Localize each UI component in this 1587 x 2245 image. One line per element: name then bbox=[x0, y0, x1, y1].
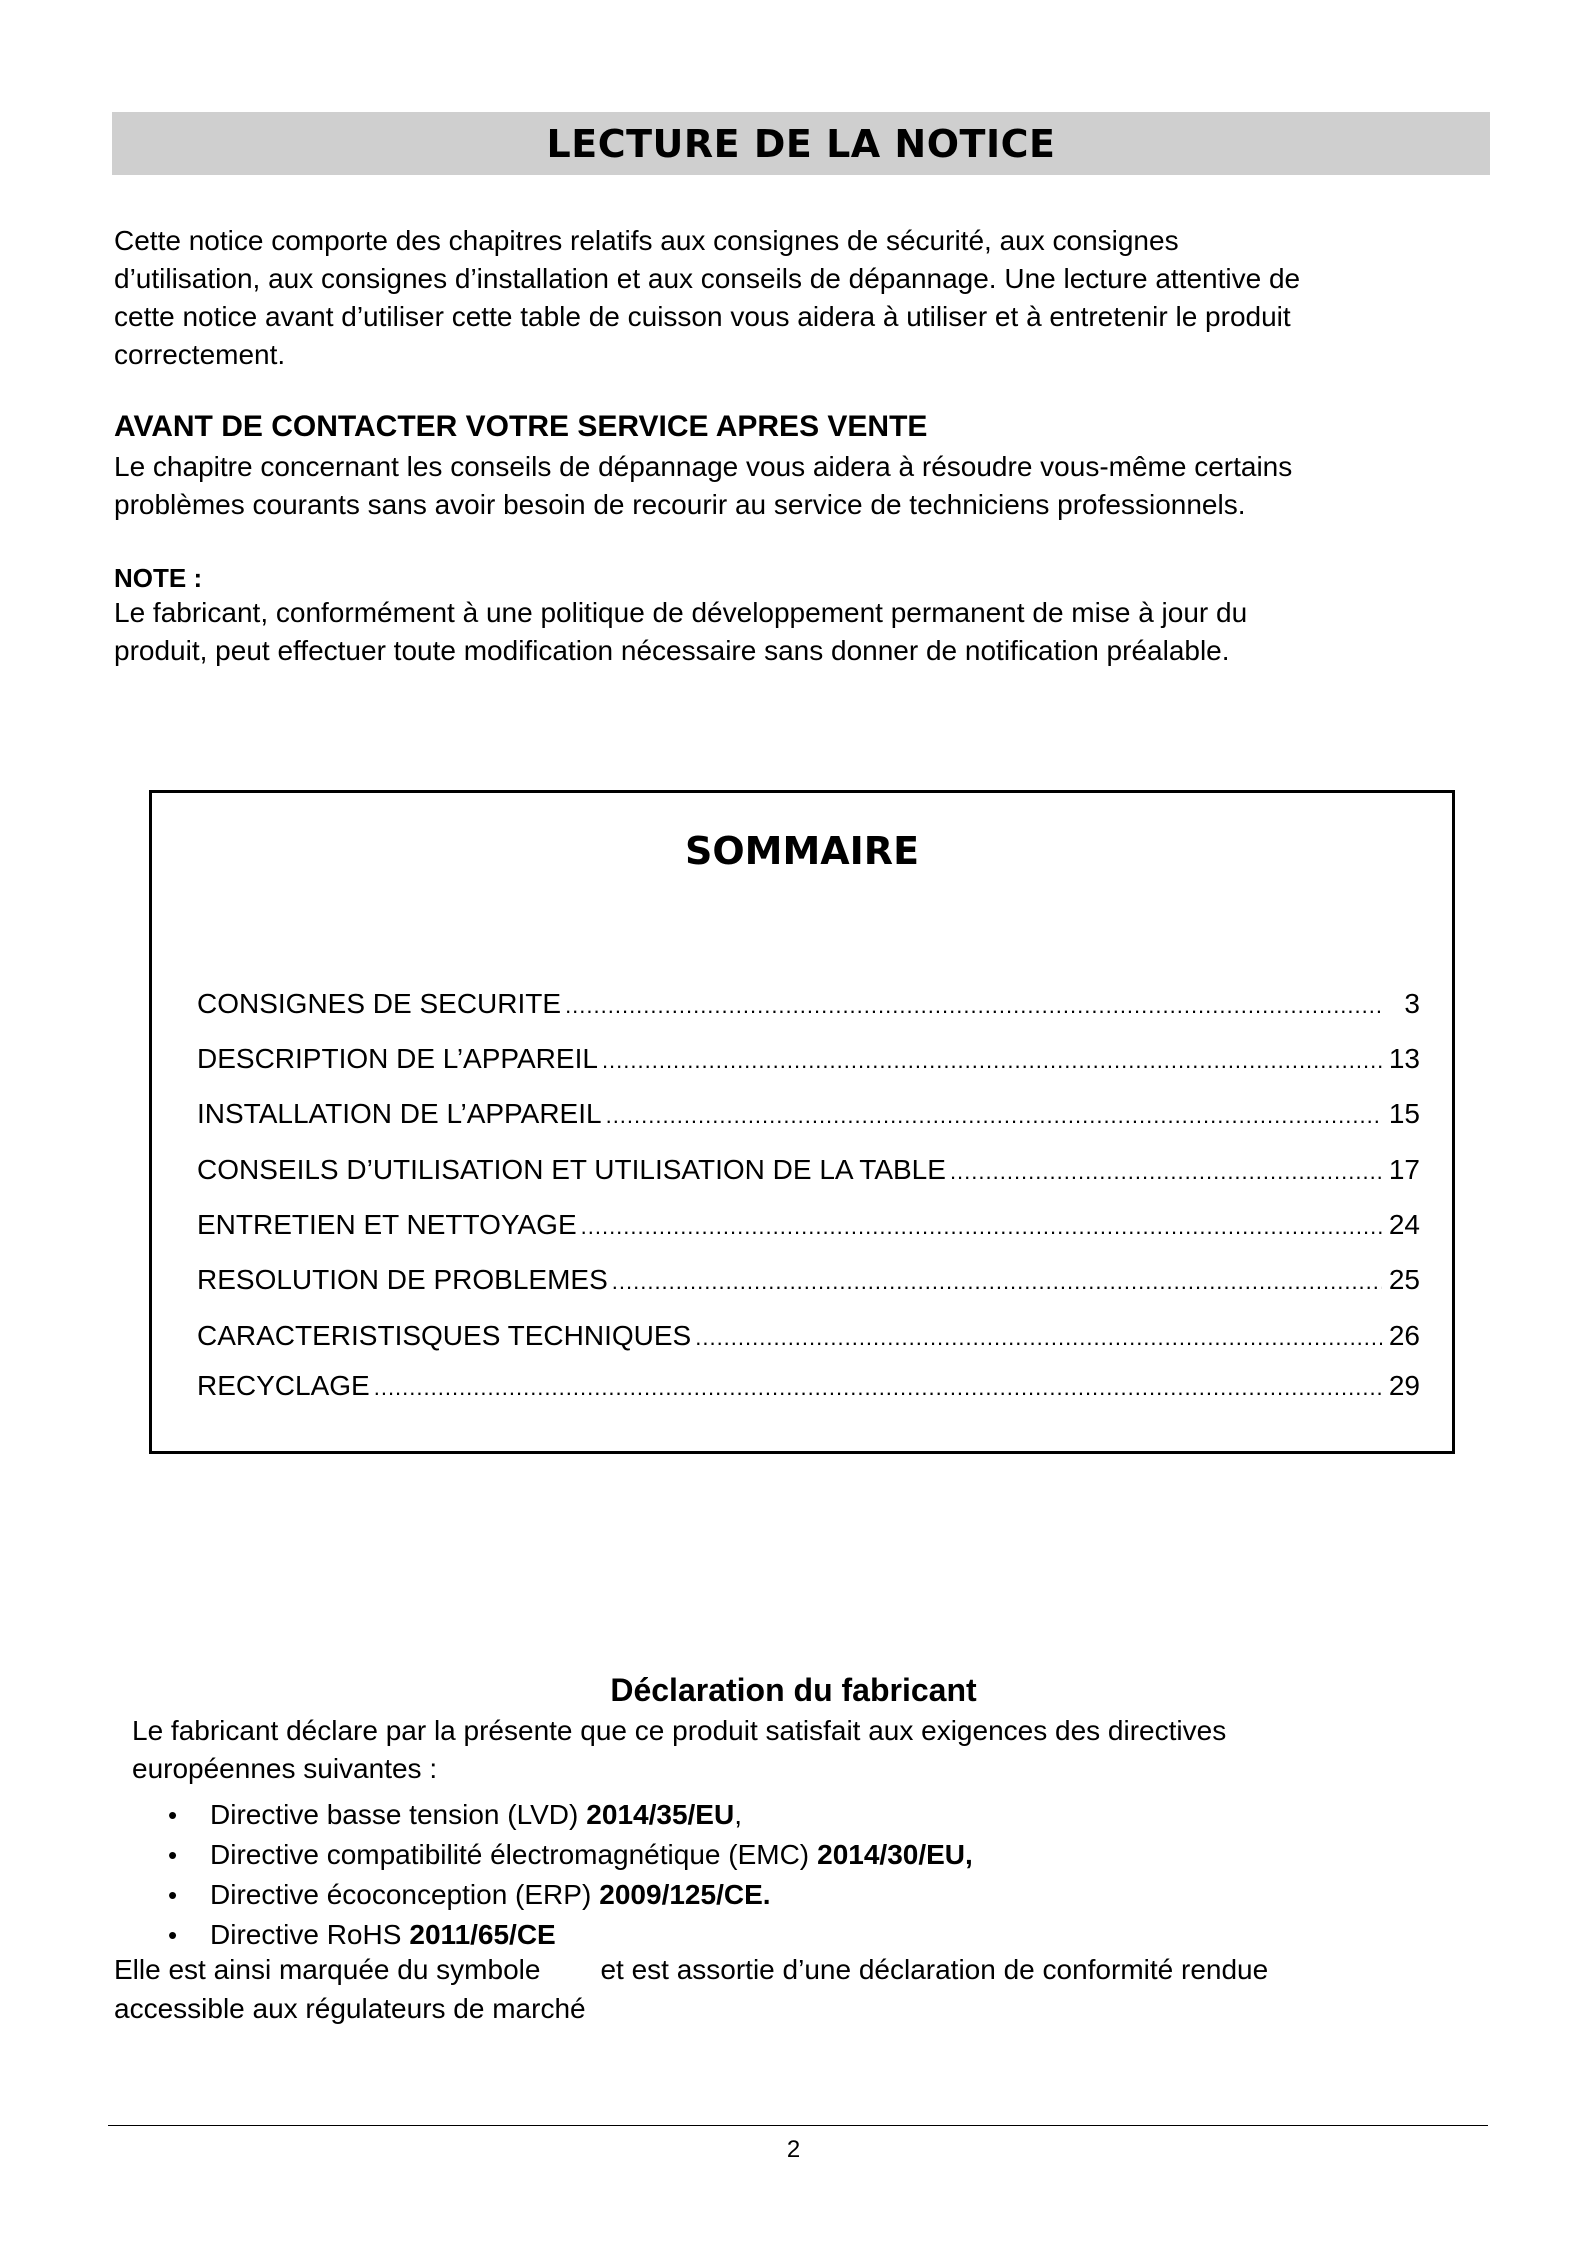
page-number: 2 bbox=[786, 2136, 801, 2163]
toc-leader-dots bbox=[606, 1103, 1382, 1129]
toc-entry-page: 17 bbox=[1388, 1154, 1420, 1185]
toc-entry-label: CONSIGNES DE SECURITE bbox=[197, 988, 562, 1019]
declaration-line: Le fabricant déclare par la présente que ce produit satisfait aux exigences des directives bbox=[132, 1715, 1227, 1746]
sav-line: Le chapitre concernant les conseils de dépannage vous aidera à résoudre vous-même certains bbox=[114, 451, 1293, 482]
declaration-title: Déclaration du fabricant bbox=[610, 1672, 977, 1708]
toc-entry-page: 25 bbox=[1388, 1264, 1420, 1295]
toc-entry-page: 3 bbox=[1404, 988, 1420, 1019]
toc-title: SOMMAIRE bbox=[684, 829, 920, 873]
toc-entry-page: 13 bbox=[1388, 1043, 1420, 1074]
toc-leader-dots bbox=[602, 1048, 1382, 1074]
table-of-contents bbox=[149, 790, 1455, 1454]
toc-entry-label: ENTRETIEN ET NETTOYAGE bbox=[197, 1209, 577, 1240]
closing-line2: accessible aux régulateurs de marché bbox=[114, 1993, 586, 2024]
toc-entry-label: RECYCLAGE bbox=[197, 1370, 370, 1401]
toc-entry-page: 15 bbox=[1388, 1098, 1420, 1129]
toc-entry[interactable] bbox=[197, 1264, 1420, 1304]
toc-leader-dots bbox=[612, 1269, 1382, 1295]
declaration-closing bbox=[114, 1950, 1268, 2028]
closing-part1: Elle est ainsi marquée du symbole bbox=[114, 1954, 541, 1985]
bullet-icon: • bbox=[168, 1840, 178, 1870]
intro-line: d’utilisation, aux consignes d’installation et aux conseils de dépannage. Une lecture attentive de bbox=[114, 263, 1301, 294]
toc-leader-dots bbox=[565, 993, 1382, 1019]
toc-entry[interactable] bbox=[197, 1209, 1420, 1249]
toc-entry-label: INSTALLATION DE L’APPAREIL bbox=[197, 1098, 602, 1129]
toc-entry-label: DESCRIPTION DE L’APPAREIL bbox=[197, 1043, 598, 1074]
closing-part2: et est assortie d’une déclaration de conformité rendue bbox=[600, 1954, 1269, 1985]
directive-item bbox=[168, 1835, 973, 1875]
toc-entry[interactable] bbox=[197, 988, 1420, 1028]
note-line: produit, peut effectuer toute modification nécessaire sans donner de notification préalable. bbox=[114, 635, 1230, 666]
directive-text: Directive compatibilité électromagnétique (EMC) bbox=[210, 1839, 810, 1870]
toc-entry[interactable] bbox=[197, 1043, 1420, 1083]
directive-item bbox=[168, 1915, 973, 1955]
toc-entry[interactable] bbox=[197, 1320, 1420, 1360]
toc-entry-label: CONSEILS D’UTILISATION ET UTILISATION DE LA TABLE bbox=[197, 1154, 946, 1185]
directive-item bbox=[168, 1875, 973, 1915]
note-paragraph bbox=[114, 594, 1494, 670]
directive-ref: 2011/65/CE bbox=[409, 1919, 556, 1950]
bullet-icon: • bbox=[168, 1880, 178, 1910]
intro-line: Cette notice comporte des chapitres relatifs aux consignes de sécurité, aux consignes bbox=[114, 225, 1179, 256]
directive-text: Directive basse tension (LVD) bbox=[210, 1799, 579, 1830]
title-banner bbox=[112, 112, 1490, 175]
directive-list bbox=[168, 1795, 973, 1955]
directive-ref: 2009/125/CE. bbox=[599, 1879, 771, 1910]
footer-divider bbox=[108, 2125, 1488, 2126]
toc-entry-page: 24 bbox=[1388, 1209, 1420, 1240]
toc-entry-label: RESOLUTION DE PROBLEMES bbox=[197, 1264, 608, 1295]
sav-heading: AVANT DE CONTACTER VOTRE SERVICE APRES VENTE bbox=[114, 410, 928, 443]
bullet-icon: • bbox=[168, 1800, 178, 1830]
toc-leader-dots bbox=[695, 1325, 1382, 1351]
toc-entry-page: 26 bbox=[1388, 1320, 1420, 1351]
directive-ref: 2014/35/EU bbox=[586, 1799, 735, 1830]
declaration-line: européennes suivantes : bbox=[132, 1753, 438, 1784]
toc-entry-page: 29 bbox=[1388, 1370, 1420, 1401]
directive-text: Directive écoconception (ERP) bbox=[210, 1879, 592, 1910]
intro-line: cette notice avant d’utiliser cette table de cuisson vous aidera à utiliser et à entretenir le produit bbox=[114, 301, 1291, 332]
declaration-paragraph bbox=[132, 1712, 1472, 1788]
page-title: LECTURE DE LA NOTICE bbox=[546, 121, 1056, 166]
toc-entry[interactable] bbox=[197, 1370, 1420, 1410]
toc-entry-label: CARACTERISTISQUES TECHNIQUES bbox=[197, 1320, 692, 1351]
note-line: Le fabricant, conformément à une politique de développement permanent de mise à jour du bbox=[114, 597, 1248, 628]
toc-leader-dots bbox=[950, 1159, 1382, 1185]
sav-paragraph bbox=[114, 448, 1494, 524]
sav-line: problèmes courants sans avoir besoin de recourir au service de techniciens professionnels. bbox=[114, 489, 1246, 520]
intro-paragraph bbox=[114, 222, 1494, 374]
intro-line: correctement. bbox=[114, 339, 286, 370]
bullet-icon: • bbox=[168, 1920, 178, 1950]
directive-item bbox=[168, 1795, 973, 1835]
toc-leader-dots bbox=[581, 1214, 1382, 1240]
toc-entry[interactable] bbox=[197, 1154, 1420, 1194]
directive-text: Directive RoHS bbox=[210, 1919, 402, 1950]
toc-leader-dots bbox=[374, 1375, 1382, 1401]
directive-ref: 2014/30/EU, bbox=[817, 1839, 973, 1870]
note-label: NOTE : bbox=[114, 563, 203, 593]
directive-suffix: , bbox=[734, 1799, 742, 1830]
toc-entry[interactable] bbox=[197, 1098, 1420, 1138]
